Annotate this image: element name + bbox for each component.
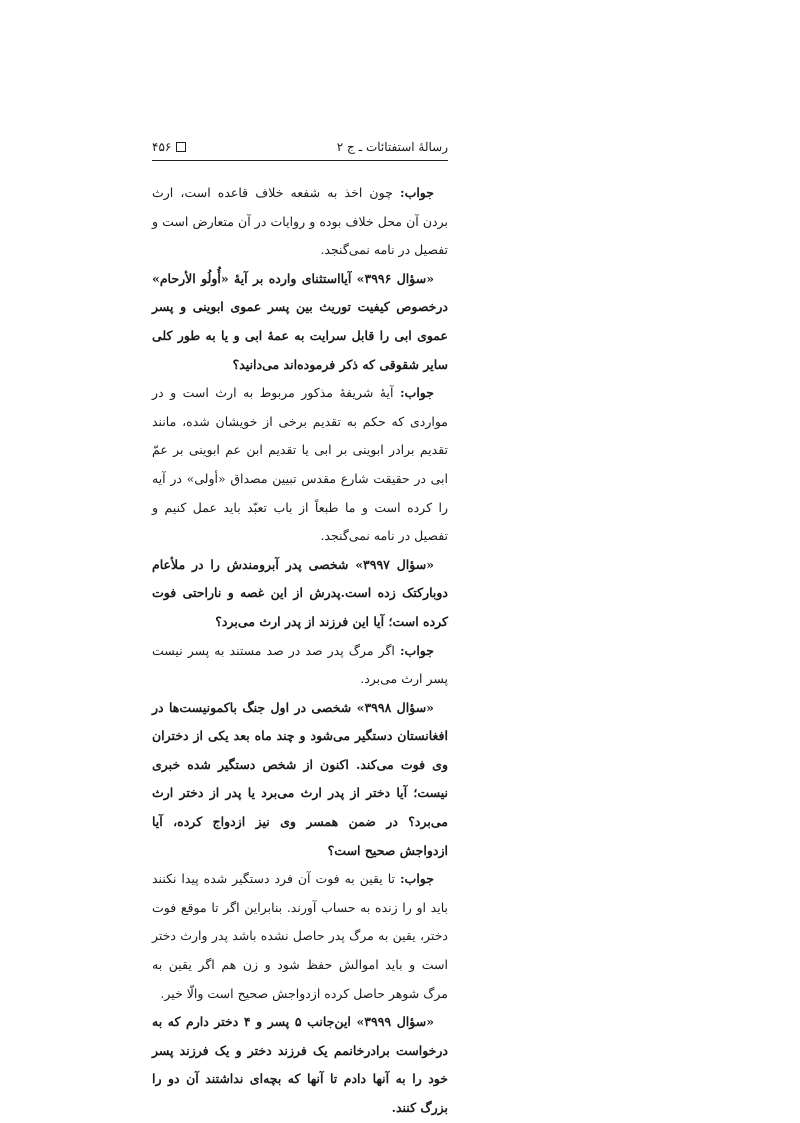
page-number-group (152, 140, 186, 154)
answer-paragraph: جواب: چون اخذ به شفعه خلاف قاعده است، ارث بردن آن محل خلاف بوده و روایات در آن متعارض است و تفصیل در نامه نمی‌گنجد. (152, 185, 448, 258)
question-paragraph: «سؤال ۳۹۹۹» این‌جانب ۵ پسر و ۴ دختر دارم که به درخواست برادرخانمم یک فرزند دختر و یک فرزند پسر خود را به آنها دادم تا آنها که بچه‌ای نداشتند آن دو را بزرگ کنند. (152, 1014, 448, 1115)
question-paragraph: «سؤال ۳۹۹۷» شخصی پدر آبرومندش را در ملأعام دوبارکتک زده است.پدرش از این غصه و ناراحتی فوت کرده است؛ آیا این فرزند از پدر ارث می‌برد؟ (152, 556, 448, 629)
page-number: ۴۵۶ (152, 140, 172, 154)
answer-paragraph: جواب: اگر مرگ پدر صد در صد مستند به پسر نیست پسر ارث می‌برد. (152, 642, 448, 687)
square-marker-icon (176, 142, 186, 152)
question-paragraph: «سؤال ۳۹۹۶» آیااستثنای وارده بر آیهٔ «أُولُو الأرحام» درخصوص کیفیت توریث بین پسر عموی ابوینی و پسر عموی ابی را قابل سرایت به عمهٔ ابی و یا به طور کلی سایر شقوقی که ذکر فرموده‌اند می‌دانید؟ (152, 270, 448, 372)
answer-paragraph: جواب: تا یقین به فوت آن فرد دستگیر شده پیدا نکنند باید او را زنده به حساب آورند. بنابراین اگر تا موقع فوت دختر، یقین به مرگ پدر حاصل نشده باشد پدر وارث دختر است و باید اموالش حفظ شود و زن هم اگر یقین به مرگ شوهر حاصل کرده ازدواجش صحیح است والّا خیر. (152, 871, 448, 1001)
question-paragraph: «سؤال ۳۹۹۸» شخصی در اول جنگ باکمونیست‌ها در افغانستان دستگیر می‌شود و چند ماه بعد یکی از دختران وی فوت می‌کند. اکنون از شخص دستگیر شده خبری نیست؛ آیا دختر از پدر ارث می‌برد یا پدر از دختر ارث می‌برد؟ در ضمن همسر وی نیز ازدواج کرده، آیا ازدواجش صحیح است؟ (152, 699, 448, 858)
book-title: رسالهٔ استفتائات ـ ج ۲ (336, 140, 448, 154)
answer-paragraph: جواب: آیهٔ شریفهٔ مذکور مربوط به ارث است و در مواردی که حکم به تقدیم برخی از خویشان شده، مانند تقدیم برادر ابوینی بر ابی یا تقدیم ابن عم ابوینی بر عمّ ابی در حقیقت شارع مقدس تبیین مصداق «أولی» در آیه را کرده است و ما طبعاً از باب تعبّد باید عمل کنیم و تفصیل در نامه نمی‌گنجد. (152, 385, 448, 544)
running-header (152, 140, 448, 161)
document-page (152, 140, 448, 1123)
